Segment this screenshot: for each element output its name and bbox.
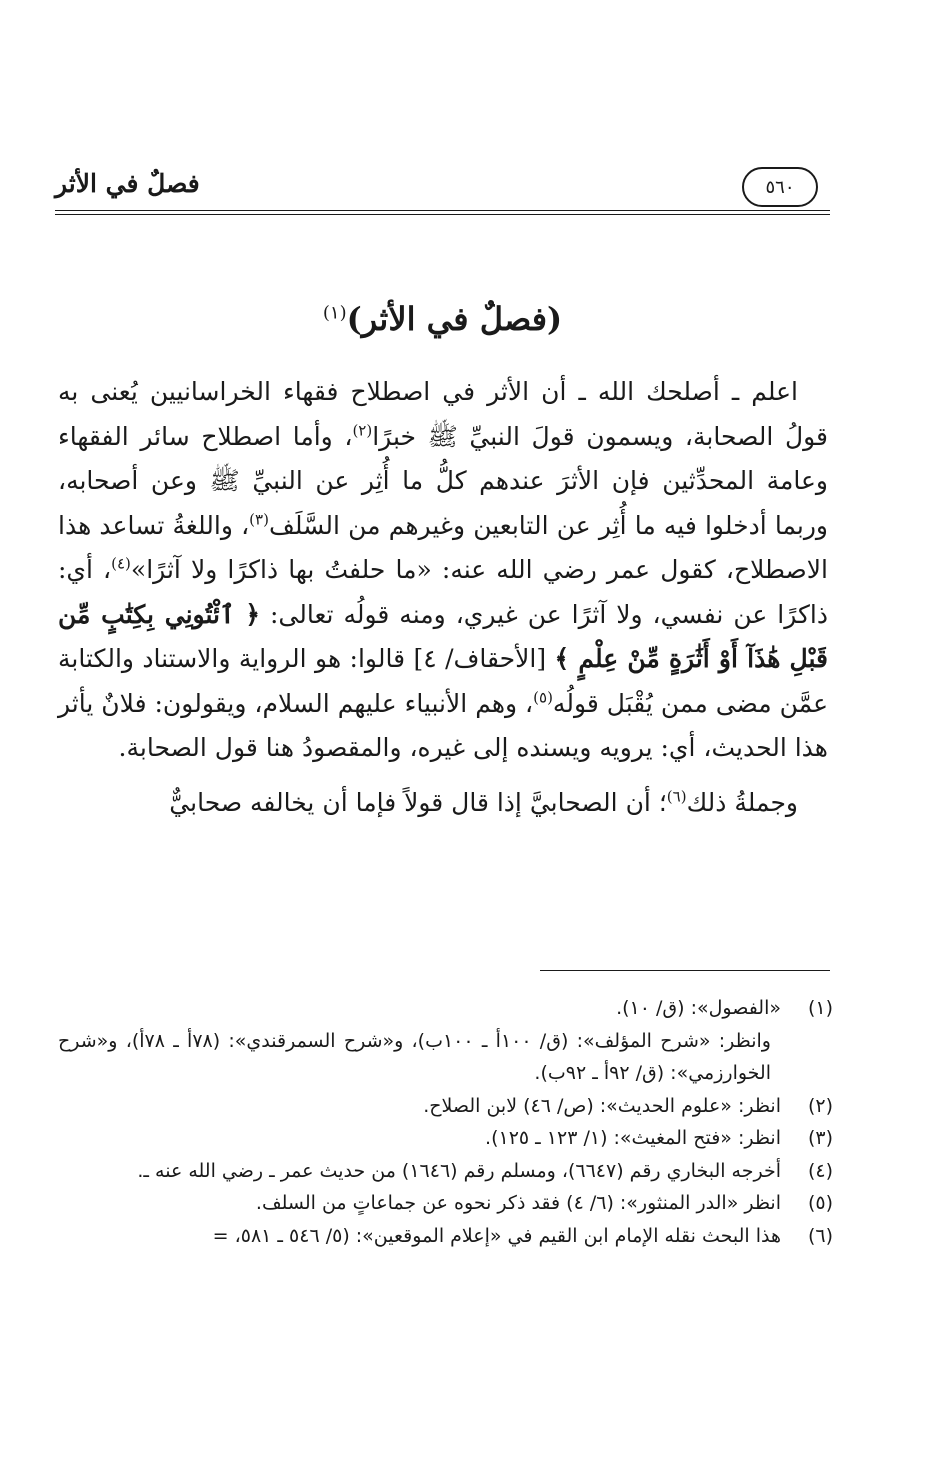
footnote-ref: (٥) bbox=[533, 688, 553, 707]
footnote bbox=[58, 1220, 833, 1253]
footnote-number: (٢) bbox=[807, 1094, 833, 1117]
footnote-text: أخرجه البخاري رقم (٦٦٤٧)، ومسلم رقم (١٦٤٦) من حديث عمر ـ رضي الله عنه ـ. bbox=[137, 1159, 781, 1182]
text-run: ؛ أن الصحابيَّ إذا قال قولاً فإما أن يخالفه صحابيٌّ bbox=[169, 787, 667, 817]
footnote bbox=[58, 1090, 833, 1123]
text-run: قالوا: هو الرواية والاستناد والكتابة عمَّن مضى ممن يُقْبَل قولُه bbox=[58, 644, 828, 718]
footnote-number: (١) bbox=[807, 997, 833, 1019]
footnote bbox=[58, 1155, 833, 1188]
footnote-continuation: وانظر: «شرح المؤلف»: (ق/ ١٠٠أ ـ ١٠٠ب)، و«شرح السمرقندي»: (٧٨أ ـ ٧٨أ)، و«شرح الخوارزمي»: (ق/ ٩٢أ ـ ٩٢ب). bbox=[58, 1029, 771, 1084]
footnote-number: (٤) bbox=[807, 1159, 833, 1182]
footnote-text: انظر «الدر المنثور»: (٦/ ٤) فقد ذكر نحوه عن جماعاتٍ من السلف. bbox=[255, 1192, 781, 1214]
quran-verse: ﴿ ٱئْتُونِي بِكِتَٰبٍ مِّن قَبْلِ هَٰذَآ أَوْ أَثَٰرَةٍ مِّنْ عِلْمٍ ﴾ bbox=[58, 599, 828, 673]
footnote bbox=[58, 1122, 833, 1155]
paragraph bbox=[58, 370, 828, 771]
text-run: ، أي: ذاكرًا عن نفسي، ولا آثرًا عن غيري، ومنه قولُه تعالى: bbox=[58, 555, 828, 629]
header-title: فصلٌ في الأثر bbox=[55, 169, 200, 198]
body-text bbox=[58, 370, 828, 825]
header-rule bbox=[55, 210, 830, 215]
page-number: ٥٦٠ bbox=[742, 167, 818, 207]
footnote-ref: (٤) bbox=[111, 554, 131, 573]
footnote-separator bbox=[540, 970, 830, 971]
text-run: ، واللغةُ تساعد هذا الاصطلاح، كقول عمر رضي الله عنه: «ما حلفتُ بها ذاكرًا ولا آثرًا» bbox=[58, 510, 828, 584]
quran-reference: [الأحقاف/ ٤] bbox=[405, 644, 555, 673]
text-run: ، وأما اصطلاح سائر الفقهاء وعامة المحدِّثين فإن الأثرَ عندهم كلُّ ما أُثِر عن النبيِّ ﷺ وعن أصحابه، وربما أدخلوا فيه ما أُثِر عن التابعين وغيرهم من السَّلَف bbox=[58, 421, 828, 540]
footnote-number: (٥) bbox=[807, 1192, 833, 1214]
footnote-ref: (٢) bbox=[352, 421, 373, 440]
footnote bbox=[58, 1187, 833, 1220]
text-run: اعلم ـ أصلحك الله ـ أن الأثر في اصطلاح فقهاء الخراسانيين يُعنى به قولُ الصحابة، ويسمون قولَ النبيِّ ﷺ خبرًا bbox=[58, 377, 828, 451]
footnote-text: «الفصول»: (ق/ ١٠). bbox=[616, 997, 781, 1019]
text-run: ، وهم الأنبياء عليهم السلام، ويقولون: فلانٌ يأثر هذا الحديث، أي: يرويه ويسنده إلى غيره، والمقصودُ هنا قول الصحابة. bbox=[58, 688, 828, 762]
footnote bbox=[58, 992, 833, 1025]
text-run: وجملةُ ذلك bbox=[686, 787, 798, 817]
section-title bbox=[55, 300, 830, 338]
paragraph bbox=[58, 781, 828, 826]
footnote-text: هذا البحث نقله الإمام ابن القيم في «إعلام الموقعين»: (٥/ ٥٤٦ ـ ٥٨١، = bbox=[212, 1224, 781, 1247]
footnote-ref: (١) bbox=[322, 302, 347, 324]
footnote-text: انظر: «فتح المغيث»: (١/ ١٢٣ ـ ١٢٥). bbox=[485, 1127, 781, 1149]
footnote-ref: (٣) bbox=[249, 510, 269, 529]
footnote-ref: (٦) bbox=[666, 787, 687, 806]
section-title-text: (فصلٌ في الأثر) bbox=[346, 300, 563, 338]
running-header bbox=[55, 165, 830, 215]
footnote-text: انظر: «علوم الحديث»: (ص/ ٤٦) لابن الصلاح. bbox=[423, 1094, 781, 1117]
footnotes bbox=[58, 992, 833, 1252]
footnote-number: (٦) bbox=[807, 1224, 833, 1247]
footnote-number: (٣) bbox=[807, 1127, 833, 1149]
